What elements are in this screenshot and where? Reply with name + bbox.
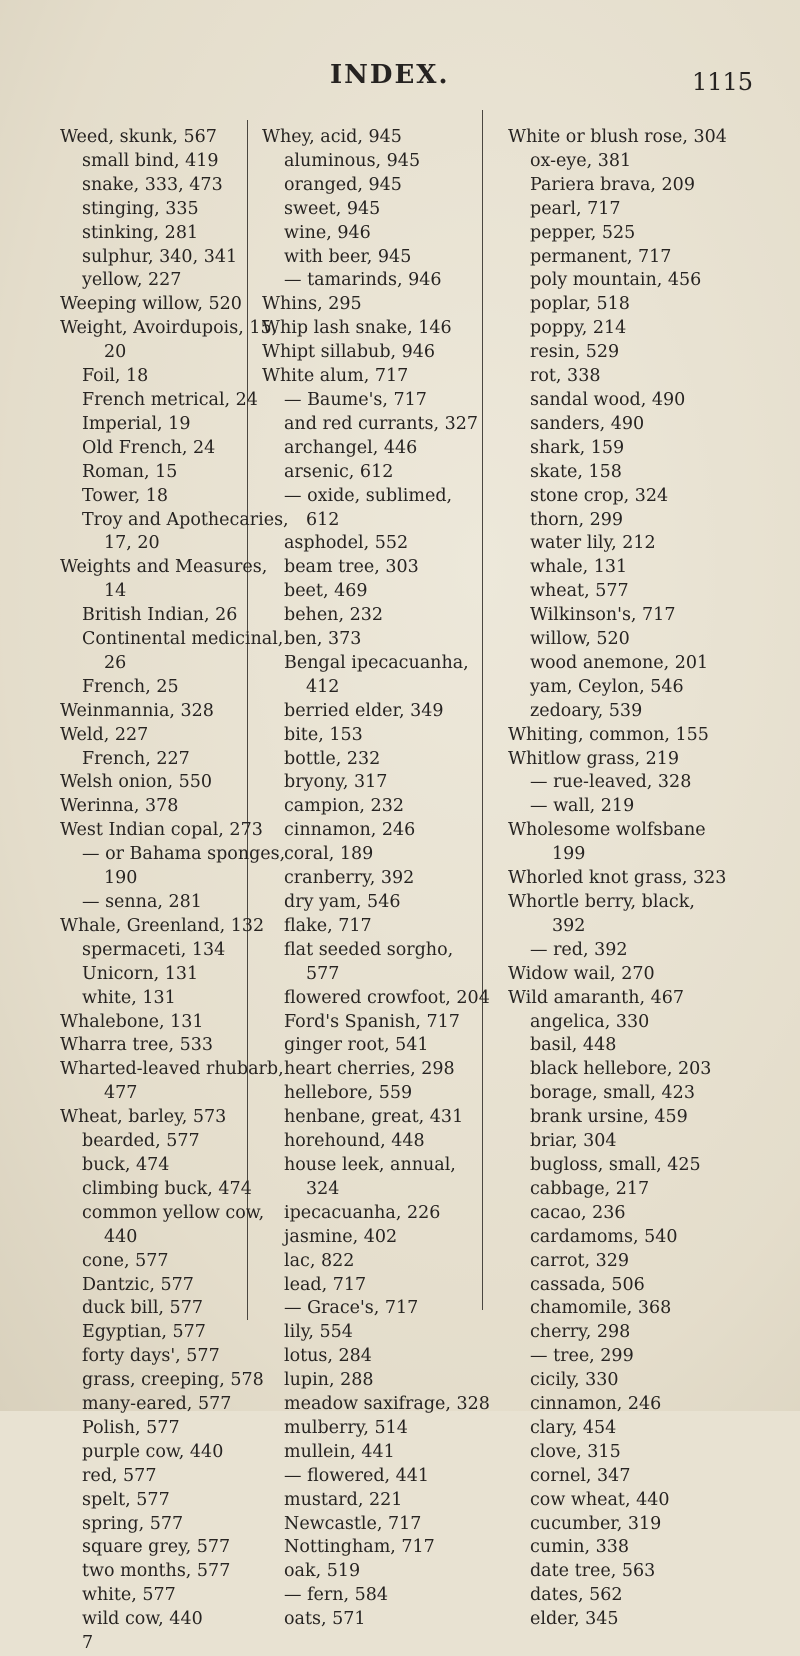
index-entry: carrot, 329	[530, 1250, 630, 1271]
index-entry: beam tree, 303	[284, 557, 419, 578]
index-entry: Nottingham, 717	[284, 1537, 435, 1558]
index-entry: spelt, 577	[82, 1489, 170, 1510]
index-entry: ox-eye, 381	[530, 150, 632, 171]
page-title: INDEX.	[330, 60, 450, 90]
index-entry: aluminous, 945	[284, 150, 421, 171]
index-entry: duck bill, 577	[82, 1298, 203, 1319]
index-entry: bearded, 577	[82, 1131, 200, 1152]
index-entry: Wharra tree, 533	[60, 1035, 214, 1056]
index-entry: Welsh onion, 550	[60, 772, 213, 793]
index-entry: stinking, 281	[82, 222, 199, 243]
index-entry: — Baume's, 717	[284, 389, 427, 410]
index-entry: 190	[104, 868, 138, 889]
index-entry: pepper, 525	[530, 222, 636, 243]
index-entry: Wharted-leaved rhubarb,	[60, 1059, 284, 1080]
index-entry: and red currants, 327	[284, 413, 479, 434]
index-entry: — fern, 584	[284, 1585, 389, 1606]
index-entry: cicily, 330	[530, 1370, 619, 1391]
index-entry: 392	[552, 915, 586, 936]
index-entry: elder, 345	[530, 1609, 619, 1630]
index-entry: — wall, 219	[530, 796, 635, 817]
index-entry: poplar, 518	[530, 294, 630, 315]
index-entry: ipecacuanha, 226	[284, 1202, 441, 1223]
index-entry: cucumber, 319	[530, 1513, 662, 1534]
index-entry: stinging, 335	[82, 198, 199, 219]
index-entry: 20	[104, 342, 127, 363]
index-entry: oranged, 945	[284, 174, 402, 195]
index-entry: spring, 577	[82, 1513, 184, 1534]
index-entry: ben, 373	[284, 629, 362, 650]
index-entry: cardamoms, 540	[530, 1226, 678, 1247]
index-entry: Whey, acid, 945	[262, 127, 402, 147]
index-entry: borage, small, 423	[530, 1083, 695, 1104]
index-entry: 199	[552, 844, 586, 865]
index-entry: square grey, 577	[82, 1537, 231, 1558]
index-entry: dates, 562	[530, 1585, 623, 1606]
index-entry: two months, 577	[82, 1561, 231, 1582]
index-entry: wheat, 577	[530, 581, 629, 602]
index-entry: many-eared, 577	[82, 1394, 232, 1415]
index-entry: forty days', 577	[82, 1346, 220, 1367]
index-entry: 440	[104, 1226, 138, 1247]
index-entry: clary, 454	[530, 1417, 617, 1438]
index-entry: Wheat, barley, 573	[60, 1107, 227, 1128]
index-entry: arsenic, 612	[284, 461, 394, 482]
index-entry: Weed, skunk, 567	[60, 127, 217, 147]
index-entry: French, 227	[82, 748, 190, 769]
index-entry: yellow, 227	[82, 270, 182, 291]
index-entry: — tamarinds, 946	[284, 270, 442, 291]
index-entry: Weights and Measures,	[60, 557, 268, 578]
index-entry: cornel, 347	[530, 1465, 631, 1486]
index-entry: Old French, 24	[82, 437, 216, 458]
index-entry: dry yam, 546	[284, 892, 401, 912]
index-entry: sulphur, 340, 341	[82, 246, 238, 267]
index-entry: lily, 554	[284, 1322, 353, 1343]
index-entry: — tree, 299	[530, 1346, 634, 1367]
index-entry: — Grace's, 717	[284, 1298, 419, 1319]
index-entry: Whortle berry, black,	[508, 892, 695, 912]
page-number: 1115	[692, 68, 754, 96]
index-entry: cabbage, 217	[530, 1178, 650, 1199]
index-entry: Whipt sillabub, 946	[262, 342, 436, 363]
index-entry: permanent, 717	[530, 246, 672, 267]
index-entry: horehound, 448	[284, 1131, 425, 1152]
index-entry: cranberry, 392	[284, 868, 415, 889]
index-entry: berried elder, 349	[284, 700, 444, 721]
index-entry: bugloss, small, 425	[530, 1154, 701, 1175]
index-entry: 14	[104, 581, 127, 602]
index-entry: French, 25	[82, 676, 179, 697]
index-entry: Wilkinson's, 717	[530, 605, 676, 626]
index-entry: wood anemone, 201	[530, 652, 709, 673]
index-entry: Whitlow grass, 219	[508, 748, 680, 769]
index-entry: Whalebone, 131	[60, 1011, 204, 1032]
index-entry: spermaceti, 134	[82, 939, 226, 960]
index-entry: with beer, 945	[284, 246, 412, 267]
index-entry: Pariera brava, 209	[530, 174, 695, 195]
index-entry: cone, 577	[82, 1250, 169, 1271]
index-entry: Bengal ipecacuanha,	[284, 652, 469, 673]
index-entry: Dantzic, 577	[82, 1274, 194, 1295]
index-entry: shark, 159	[530, 437, 625, 458]
index-entry: brank ursine, 459	[530, 1107, 688, 1128]
index-entry: behen, 232	[284, 605, 383, 626]
index-entry: meadow saxifrage, 328	[284, 1394, 490, 1415]
index-entry: 17, 20	[104, 533, 160, 554]
index-entry: — red, 392	[530, 939, 628, 960]
index-entry: henbane, great, 431	[284, 1107, 464, 1128]
index-entry: clove, 315	[530, 1441, 621, 1462]
index-entry: mustard, 221	[284, 1489, 403, 1510]
index-entry: house leek, annual,	[284, 1154, 456, 1175]
index-entry: briar, 304	[530, 1131, 617, 1152]
index-entry: Continental medicinal,	[82, 629, 284, 650]
index-entry: flat seeded sorgho,	[284, 939, 454, 960]
index-entry: Widow wail, 270	[508, 963, 655, 984]
index-entry: basil, 448	[530, 1035, 617, 1056]
index-entry: French metrical, 24	[82, 389, 258, 410]
index-entry: common yellow cow,	[82, 1202, 265, 1223]
index-entry: willow, 520	[530, 629, 630, 650]
index-entry: buck, 474	[82, 1154, 170, 1175]
index-entry: mullein, 441	[284, 1441, 395, 1462]
index-entry: cacao, 236	[530, 1202, 626, 1223]
index-entry: beet, 469	[284, 581, 368, 602]
index-entry: thorn, 299	[530, 509, 624, 530]
index-entry: 7	[82, 1633, 94, 1654]
index-entry: sanders, 490	[530, 413, 645, 434]
index-entry: cinnamon, 246	[530, 1394, 662, 1415]
index-entry: Troy and Apothecaries,	[82, 509, 289, 530]
index-column-2	[262, 126, 542, 1632]
index-entry: lead, 717	[284, 1274, 367, 1295]
index-entry: Foil, 18	[82, 366, 149, 387]
index-entry: yam, Ceylon, 546	[530, 676, 684, 697]
index-entry: 577	[306, 963, 340, 984]
index-entry: Whorled knot grass, 323	[508, 868, 727, 889]
index-entry: flake, 717	[284, 915, 372, 936]
index-entry: resin, 529	[530, 342, 620, 363]
index-column-3	[508, 126, 748, 1632]
index-entry: red, 577	[82, 1465, 157, 1486]
index-entry: small bind, 419	[82, 150, 219, 171]
index-entry: 412	[306, 676, 340, 697]
index-entry: Whins, 295	[262, 294, 362, 315]
index-entry: cumin, 338	[530, 1537, 630, 1558]
index-entry: cow wheat, 440	[530, 1489, 670, 1510]
index-entry: Tower, 18	[82, 485, 169, 506]
index-entry: Wholesome wolfsbane	[508, 820, 706, 841]
index-entry: — flowered, 441	[284, 1465, 430, 1486]
index-entry: purple cow, 440	[82, 1441, 224, 1462]
index-entry: Newcastle, 717	[284, 1513, 422, 1534]
index-entry: Weinmannia, 328	[60, 700, 214, 721]
index-entry: heart cherries, 298	[284, 1059, 455, 1080]
index-entry: snake, 333, 473	[82, 174, 223, 195]
index-entry: rot, 338	[530, 366, 601, 387]
index-entry: white, 131	[82, 987, 176, 1008]
index-entry: poppy, 214	[530, 318, 627, 339]
index-entry: sweet, 945	[284, 198, 381, 219]
index-entry: Whip lash snake, 146	[262, 318, 452, 339]
index-entry: grass, creeping, 578	[82, 1370, 264, 1391]
index-entry: bite, 153	[284, 724, 363, 745]
index-entry: lupin, 288	[284, 1370, 374, 1391]
index-entry: Weld, 227	[60, 724, 149, 745]
index-entry: 26	[104, 652, 127, 673]
index-entry: 324	[306, 1178, 340, 1199]
index-entry: Werinna, 378	[60, 796, 179, 817]
index-entry: date tree, 563	[530, 1561, 656, 1582]
index-entry: chamomile, 368	[530, 1298, 672, 1319]
index-entry: British Indian, 26	[82, 605, 238, 626]
index-entry: skate, 158	[530, 461, 622, 482]
index-entry: Weight, Avoirdupois, 15,	[60, 318, 278, 339]
index-entry: Imperial, 19	[82, 413, 191, 434]
index-entry: 477	[104, 1083, 138, 1104]
index-entry: bottle, 232	[284, 748, 381, 769]
index-entry: Ford's Spanish, 717	[284, 1011, 460, 1032]
index-entry: Whale, Greenland, 132	[60, 915, 265, 936]
index-entry: climbing buck, 474	[82, 1178, 252, 1199]
index-entry: — senna, 281	[82, 892, 202, 912]
index-entry: Wild amaranth, 467	[508, 987, 684, 1008]
index-entry: angelica, 330	[530, 1011, 650, 1032]
index-entry: Egyptian, 577	[82, 1322, 206, 1343]
index-entry: mulberry, 514	[284, 1417, 408, 1438]
index-entry: cinnamon, 246	[284, 820, 416, 841]
index-entry: asphodel, 552	[284, 533, 409, 554]
index-entry: wild cow, 440	[82, 1609, 203, 1630]
index-entry: Polish, 577	[82, 1417, 180, 1438]
index-entry: lac, 822	[284, 1250, 355, 1271]
index-entry: Roman, 15	[82, 461, 178, 482]
index-entry: white, 577	[82, 1585, 176, 1606]
index-entry: cherry, 298	[530, 1322, 631, 1343]
index-entry: — oxide, sublimed,	[284, 485, 453, 506]
index-entry: lotus, 284	[284, 1346, 372, 1367]
index-entry: stone crop, 324	[530, 485, 669, 506]
index-entry: oak, 519	[284, 1561, 361, 1582]
index-entry: oats, 571	[284, 1609, 366, 1630]
index-entry: Whiting, common, 155	[508, 724, 709, 745]
index-entry: ginger root, 541	[284, 1035, 429, 1056]
index-entry: sandal wood, 490	[530, 389, 686, 410]
index-entry: wine, 946	[284, 222, 371, 243]
index-entry: water lily, 212	[530, 533, 656, 554]
index-entry: pearl, 717	[530, 198, 621, 219]
index-entry: jasmine, 402	[284, 1226, 398, 1247]
index-entry: — rue-leaved, 328	[530, 772, 692, 793]
index-entry: black hellebore, 203	[530, 1059, 712, 1080]
index-entry: bryony, 317	[284, 772, 388, 793]
index-entry: White alum, 717	[262, 366, 409, 387]
index-entry: Weeping willow, 520	[60, 294, 242, 315]
index-entry: Unicorn, 131	[82, 963, 199, 984]
index-entry: White or blush rose, 304	[508, 127, 727, 147]
index-entry: cassada, 506	[530, 1274, 645, 1295]
index-entry: coral, 189	[284, 844, 374, 865]
index-entry: 612	[306, 509, 340, 530]
index-entry: hellebore, 559	[284, 1083, 413, 1104]
index-entry: whale, 131	[530, 557, 628, 578]
index-entry: — or Bahama sponges,	[82, 844, 286, 865]
index-entry: West Indian copal, 273	[60, 820, 263, 841]
index-entry: zedoary, 539	[530, 700, 643, 721]
index-entry: archangel, 446	[284, 437, 418, 458]
index-entry: campion, 232	[284, 796, 404, 817]
index-entry: poly mountain, 456	[530, 270, 702, 291]
index-entry: flowered crowfoot, 204	[284, 987, 490, 1008]
